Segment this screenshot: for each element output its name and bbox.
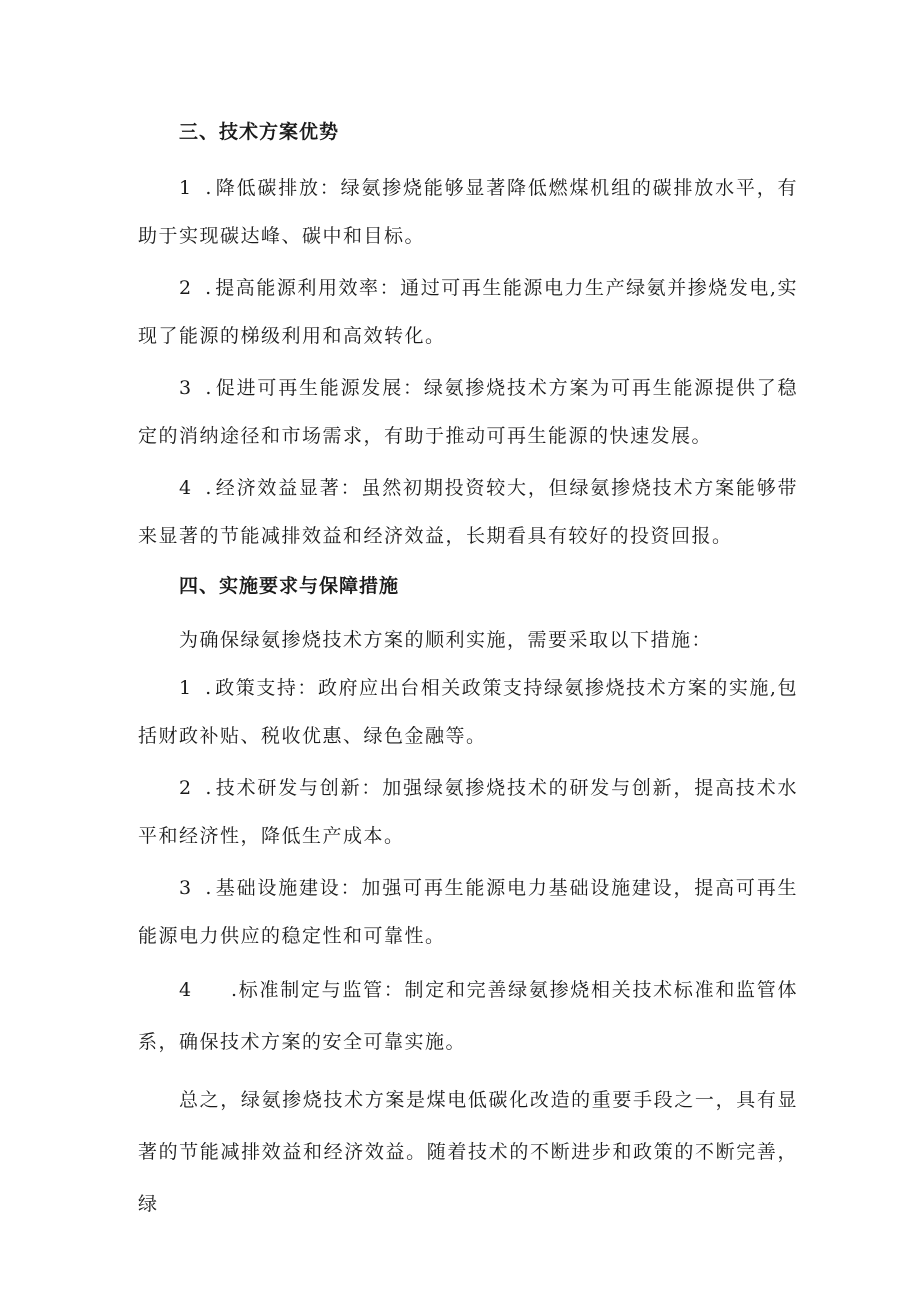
advantage-item-2: 2 .提高能源利用效率：通过可再生能源电力生产绿氨并掺烧发电,实现了能源的梯级利用和高效转化。 bbox=[138, 277, 798, 347]
section-heading-advantages: 三、技术方案优势 bbox=[179, 121, 340, 143]
measure-item-2: 2 .技术研发与创新：加强绿氨掺烧技术的研发与创新，提高技术水平和经济性，降低生产成本。 bbox=[138, 777, 798, 847]
implementation-intro: 为确保绿氨掺烧技术方案的顺利实施，需要采取以下措施： bbox=[179, 629, 713, 651]
advantage-item-4: 4 .经济效益显著：虽然初期投资较大，但绿氨掺烧技术方案能够带来显著的节能减排效益和经济效益，长期看具有较好的投资回报。 bbox=[138, 477, 798, 547]
section-heading-implementation: 四、实施要求与保障措施 bbox=[179, 575, 400, 597]
measure-item-1: 1 .政策支持：政府应出台相关政策支持绿氨掺烧技术方案的实施,包括财政补贴、税收优惠、绿色金融等。 bbox=[138, 677, 798, 747]
document-body bbox=[138, 116, 798, 1230]
advantage-item-1: 1 .降低碳排放：绿氨掺烧能够显著降低燃煤机组的碳排放水平，有助于实现碳达峰、碳中和目标。 bbox=[138, 177, 798, 247]
advantage-item-3: 3 .促进可再生能源发展：绿氨掺烧技术方案为可再生能源提供了稳定的消纳途径和市场需求，有助于推动可再生能源的快速发展。 bbox=[138, 377, 798, 447]
measure-item-3: 3 .基础设施建设：加强可再生能源电力基础设施建设，提高可再生能源电力供应的稳定性和可靠性。 bbox=[138, 877, 798, 947]
conclusion-paragraph: 总之，绿氨掺烧技术方案是煤电低碳化改造的重要手段之一，具有显著的节能减排效益和经济效益。随着技术的不断进步和政策的不断完善，绿 bbox=[138, 1089, 798, 1215]
measure-item-4: 4 .标准制定与监管：制定和完善绿氨掺烧相关技术标准和监管体系，确保技术方案的安全可靠实施。 bbox=[138, 979, 798, 1053]
